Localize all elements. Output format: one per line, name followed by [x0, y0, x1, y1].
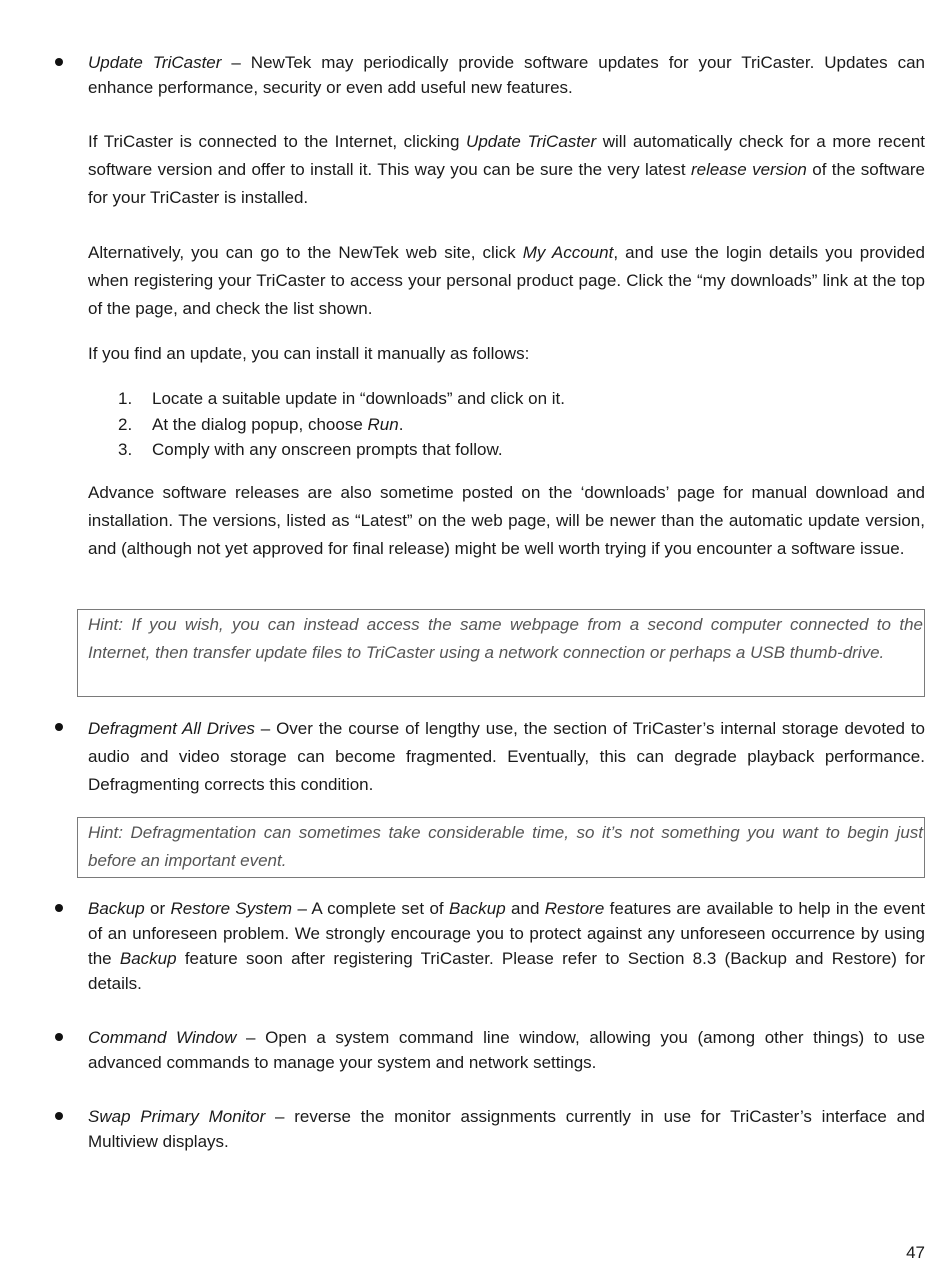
- defragment-text: – Over the course of lengthy use, the section of TriCaster’s internal storage devoted to audio and video storage can become fragmented. Eventually, this can degrade playback performance. Defragmenting corrects this condition.: [88, 719, 925, 794]
- paragraph-text: Advance software releases are also sometime posted on the ‘downloads’ page for manual download and installation. The versions, listed as “Latest” on the web page, will be newer than the automatic update version, and (although not yet approved for final release) might be well worth trying if you encounter a software issue.: [88, 483, 925, 558]
- bullet-icon: [55, 50, 65, 60]
- paragraph-text: will automatically check for a more recent software version and offer to install it. This way you can be sure the very latest: [88, 132, 925, 179]
- restore-emphasis: Restore: [544, 899, 605, 918]
- step-text: [152, 412, 403, 438]
- update-tricaster-text: – NewTek may periodically provide software updates for your TriCaster. Updates can enhance performance, security or even add useful new features.: [88, 53, 925, 97]
- update-tricaster-emphasis: Update TriCaster: [466, 132, 597, 151]
- my-account-emphasis: My Account: [522, 243, 614, 262]
- bullet-icon: [55, 715, 65, 725]
- command-window-item: [88, 1025, 925, 1075]
- paragraph-text: , and use the login details you provided when registering your TriCaster to access your personal product page. Click the “my downloads” link at the top of the page, and check the list shown.: [88, 243, 925, 318]
- hint-text: Hint: Defragmentation can sometimes take considerable time, so it’s not something you want to begin just before an important event.: [88, 823, 923, 870]
- hint-box-defragment: [77, 817, 925, 878]
- text-and: and: [505, 899, 545, 918]
- advance-releases-paragraph: [88, 479, 925, 563]
- list-item: [118, 437, 918, 463]
- release-version-emphasis: release version: [690, 160, 807, 179]
- bullet-icon: [55, 1104, 65, 1114]
- hint-box-update: [77, 609, 925, 697]
- update-website-paragraph: [88, 239, 925, 323]
- backup-text: – A complete set of: [292, 899, 449, 918]
- update-tricaster-description: [88, 50, 925, 100]
- restore-system-title: Restore System: [170, 899, 293, 918]
- step-number: 3.: [118, 440, 133, 459]
- swap-monitor-item: [88, 1104, 925, 1154]
- swap-monitor-text: – reverse the monitor assignments currently in use for TriCaster’s interface and Multiview displays.: [88, 1107, 926, 1151]
- defragment-title: Defragment All Drives: [88, 719, 255, 738]
- install-steps-list: [118, 386, 918, 463]
- backup-restore-item: [88, 896, 925, 996]
- paragraph-text: Alternatively, you can go to the NewTek web site, click: [88, 243, 523, 262]
- manual-install-intro: [88, 341, 925, 367]
- backup-emphasis: Backup: [448, 899, 506, 918]
- list-item: [118, 412, 918, 438]
- paragraph-text: If TriCaster is connected to the Internet, clicking: [88, 132, 467, 151]
- run-emphasis: Run: [367, 414, 399, 434]
- list-item: [118, 386, 918, 412]
- step-text-part: .: [398, 414, 404, 434]
- defragment-item: [88, 715, 925, 799]
- text-or: or: [144, 899, 171, 918]
- update-tricaster-item: [88, 50, 925, 100]
- swap-monitor-title: Swap Primary Monitor: [88, 1107, 266, 1126]
- hint-text: Hint: If you wish, you can instead access the same webpage from a second computer connected to the Internet, then transfer update files to TriCaster using a network connection or perhaps a USB thumb-drive.: [88, 615, 923, 662]
- update-internet-paragraph: [88, 128, 925, 212]
- step-text: Locate a suitable update in “downloads” and click on it.: [152, 389, 565, 408]
- step-text-part: At the dialog popup, choose: [152, 414, 368, 434]
- page-number: 47: [906, 1243, 925, 1262]
- step-number: 2.: [118, 414, 133, 434]
- backup-text: features are available to help in the event of an unforeseen problem. We strongly encourage you to protect against any unforeseen occurrence by using the: [88, 899, 926, 968]
- paragraph-text: If you find an update, you can install it manually as follows:: [88, 344, 530, 363]
- step-number: 1.: [118, 389, 133, 408]
- step-text: Comply with any onscreen prompts that follow.: [152, 440, 503, 459]
- update-tricaster-title: Update TriCaster: [88, 53, 222, 72]
- command-window-title: Command Window: [88, 1028, 237, 1047]
- paragraph-text: of the software for your TriCaster is installed.: [88, 160, 926, 207]
- backup-text: feature soon after registering TriCaster. Please refer to Section 8.3 (Backup and Restore) for details.: [88, 949, 925, 993]
- bullet-icon: [55, 896, 65, 906]
- backup-emphasis: Backup: [119, 949, 177, 968]
- command-window-text: – Open a system command line window, allowing you (among other things) to use advanced commands to manage your system and network settings.: [88, 1028, 925, 1072]
- bullet-icon: [55, 1025, 65, 1035]
- backup-title: Backup: [88, 899, 145, 918]
